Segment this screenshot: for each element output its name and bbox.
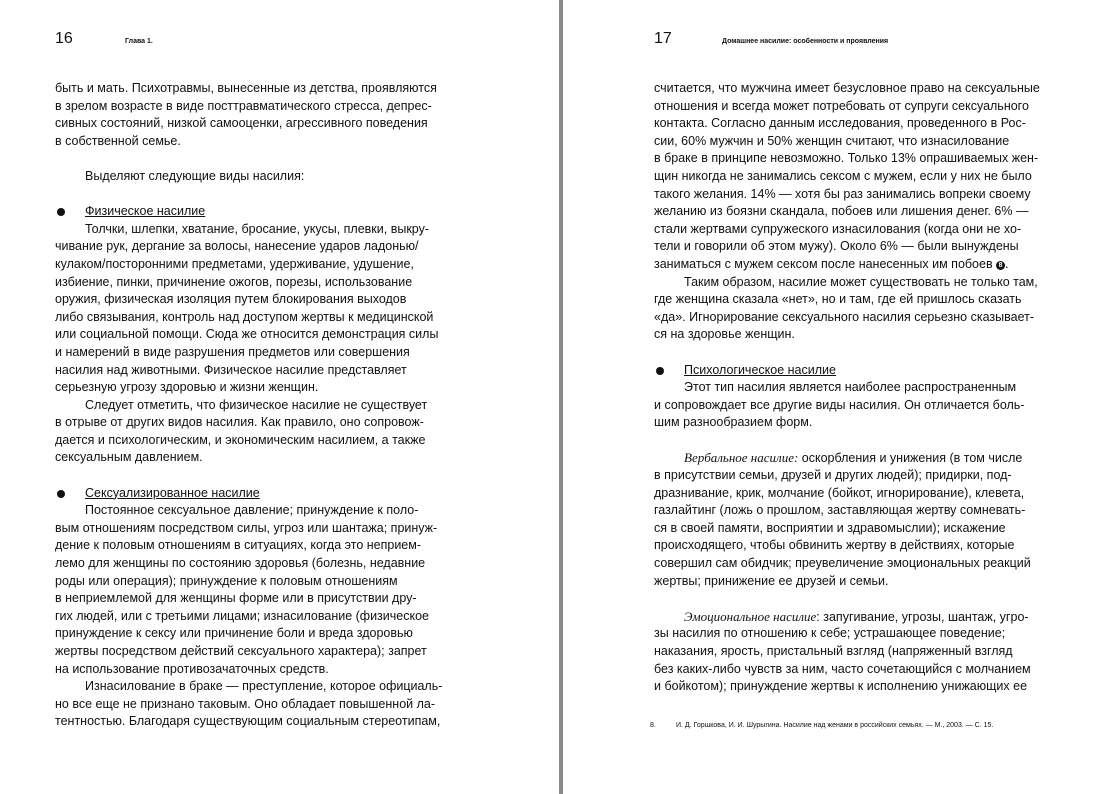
text-line: жертвы; принижение ее друзей и семьи. [654,573,889,588]
text-line: сии, 60% мужчин и 50% женщин считают, что изнасилование [654,133,1010,148]
spacer [55,186,442,204]
text-line: лемо для женщины по состоянию здоровья (болезнь, недавние [55,556,426,571]
text-line: Таким образом, насилие может существовать не только там, [684,274,1038,289]
text-line: жертвы посредством действий сексуального характера); запрет [55,644,427,658]
text-line: шим разнообразием форм. [654,415,813,430]
text-line: совершил сам обидчик; преувеличение эмоциональных реакций [654,556,1031,571]
text-line: отношения и всегда может потребовать от супруги сексуального [654,98,1029,113]
text-fragment: заниматься с мужем сексом после нанесенных им побоев [654,256,993,271]
running-head: Глава 1. [125,38,153,45]
text-fragment: оскорбления и унижения (в том числе [801,451,1023,466]
text-line: желанию из боязни скандала, побоев или лишения денег. 6% — [654,204,1029,219]
text-line: Этот тип насилия является наиболее распространенным [684,380,1017,395]
text-line: Изнасилование в браке — преступление, которое официаль- [85,679,443,694]
text-line: и бойкотом); принуждение жертвы к исполнению унижающих ее [654,679,1028,694]
left-text-column [55,80,442,731]
text-line: заниматься с мужем сексом после нанесенных им побоев 8 . [654,256,1009,271]
bullet-icon [57,208,65,216]
page-number: 17 [654,30,672,47]
bullet-icon [656,367,664,375]
marital-rape-paragraph [654,80,1040,274]
text-line: «да». Игнорирование сексуального насилия серьезно сказывает- [654,309,1034,324]
heading-label: Сексуализированное насилие [85,485,260,500]
text-line: происходящего, чтобы обвинить жертву в действиях, которые [654,538,1015,553]
text-line [654,608,1040,626]
text-line: в неприемлемой для женщины форме или в присутствии дру- [55,591,417,606]
emotional-label: Эмоциональное насилие [684,608,817,624]
text-line: вым отношениям посредством силы, угроз или шантажа; принуж- [55,520,438,535]
text-line: в зрелом возрасте в виде посттравматического стресса, депрес- [55,98,432,113]
running-head: Домашнее насилие: особенности и проявления [722,38,889,45]
footnote-reference-icon[interactable]: 8 [996,261,1005,270]
physical-paragraph [55,221,442,397]
footnote [650,722,993,729]
text-line: в собственной семье. [55,133,181,148]
text-line: считается, что мужчина имеет безусловное право на сексуальные [654,81,1040,95]
spacer [654,590,1040,608]
text-line: насилия над животными. Физическое насилие представляет [55,362,407,377]
text-line: такого желания. 14% — хотя бы раз занимались вопреки своему [654,186,1031,201]
spacer [654,344,1040,362]
section-heading-physical [55,203,442,221]
text-line: и намерений в виде разрушения предметов или совершения [55,344,410,359]
text-line: стали жертвами супружеского изнасилования (когда они не хо- [654,221,1022,236]
text-line: кулаком/посторонними предметами, удерживание, удушение, [55,256,414,271]
page-number: 16 [55,30,73,47]
section-heading-psychological [654,362,1040,380]
text-line: в отрыве от других видов насилия. Как правило, оно сопровож- [55,415,424,430]
text-line: дение к половым отношениям в ситуациях, когда это неприем- [55,538,422,553]
sexual-continuation [55,678,442,731]
text-line: либо связывания, контроль над доступом жертвы к медицинской [55,309,434,324]
text-fragment: : запугивание, угрозы, шантаж, угро- [816,609,1029,624]
sexual-paragraph [55,502,442,678]
text-line: и сопровождает все другие виды насилия. Он отличается боль- [654,397,1025,412]
text-line: быть и мать. Психотравмы, вынесенные из детства, проявляются [55,81,437,95]
text-line: сексуальным давлением. [55,450,203,465]
text-line: но все еще не признано таковым. Оно обладает повышенной ла- [55,696,436,711]
text-line: щин никогда не занимались сексом с мужем, если у них не было [654,168,1032,183]
text-line: принуждение к сексу или причинение боли и вреда здоровью [55,626,413,641]
text-line: тели и говорили об этом мужу). Около 6% — были вынуждены [654,239,1019,254]
text-line: без каких-либо чувств за ним, часто сочетающийся с молчанием [654,661,1031,676]
text-line: серьезную угрозу здоровью и жизни женщин. [55,380,319,395]
right-text-column [654,80,1040,696]
spacer [55,150,442,168]
emotional-abuse-paragraph [654,608,1040,696]
psychological-paragraph [654,379,1040,432]
text-line: избиение, пинки, причинение ожогов, порезы, использование [55,274,413,289]
text-line: дается и психологическим, и экономическим насилием, а также [55,432,426,447]
text-line: Следует отметить, что физическое насилие не существует [85,397,428,412]
text-line: роды или операция); принуждение к половым отношениям [55,573,398,588]
bullet-icon [57,490,65,498]
text-line: Постоянное сексуальное давление; принуждение к поло- [85,503,419,518]
text-line: гих людей, или с третьими лицами; изнасилование (физическое [55,608,429,623]
text-line: в браке в принципе невозможно. Только 13% опрашиваемых жен- [654,151,1039,166]
intro-paragraph [55,80,442,150]
text-line: зы насилия по отношению к себе; устрашающее поведение; [654,626,1006,641]
text-line: тентностью. Благодаря существующим социальным стереотипам, [55,714,441,729]
heading-label: Физическое насилие [85,204,206,219]
verbal-abuse-paragraph [654,449,1040,590]
text-line: сивных состояний, низкой самооценки, агрессивного поведения [55,116,428,131]
text-line: оружия, физическая изоляция путем блокирования выходов [55,292,407,307]
text-line: газлайтинг (ложь о прошлом, заставляющая жертву сомневать- [654,503,1026,518]
physical-continuation [55,397,442,467]
footnote-text: И. Д. Горшкова, И. И. Шурыгина. Насилие над женами в российских семьях. — М., 2003. — С. 15. [676,722,994,729]
text-line: ся в своей памяти, восприятии и здравомыслии); искажение [654,520,1006,535]
text-line [654,449,1040,467]
text-line: ся на здоровье женщин. [654,327,795,342]
spacer [654,432,1040,450]
text-line: на использование противозачаточных средств. [55,661,329,676]
text-line: чивание рук, дергание за волосы, нанесение ударов ладонью/ [55,239,419,254]
text-line: контакта. Согласно данным исследования, проведенного в Рос- [654,116,1026,131]
footnote-number: 8. [650,722,656,729]
left-page [0,0,559,794]
text-line: дразнивание, крик, молчание (бойкот, игнорирование), клевета, [654,485,1025,500]
text-line: где женщина сказала «нет», но и там, где ей пришлось сказать [654,292,1022,307]
text-line: или социальной помощи. Сюда же относится демонстрация силы [55,327,439,342]
text-line: Толчки, шлепки, хватание, бросание, укусы, плевки, выкру- [85,221,430,236]
heading-label: Психологическое насилие [684,362,836,377]
section-heading-sexual [55,485,442,503]
lead-sentence: Выделяют следующие виды насилия: [85,168,305,183]
conclusion-paragraph [654,274,1040,344]
text-line: наказания, ярость, пристальный взгляд (напряженный взгляд [654,644,1013,658]
text-line: в присутствии семьи, друзей и других людей); придирки, под- [654,468,1012,483]
spacer [55,467,442,485]
verbal-label: Вербальное насилие: [684,450,799,466]
